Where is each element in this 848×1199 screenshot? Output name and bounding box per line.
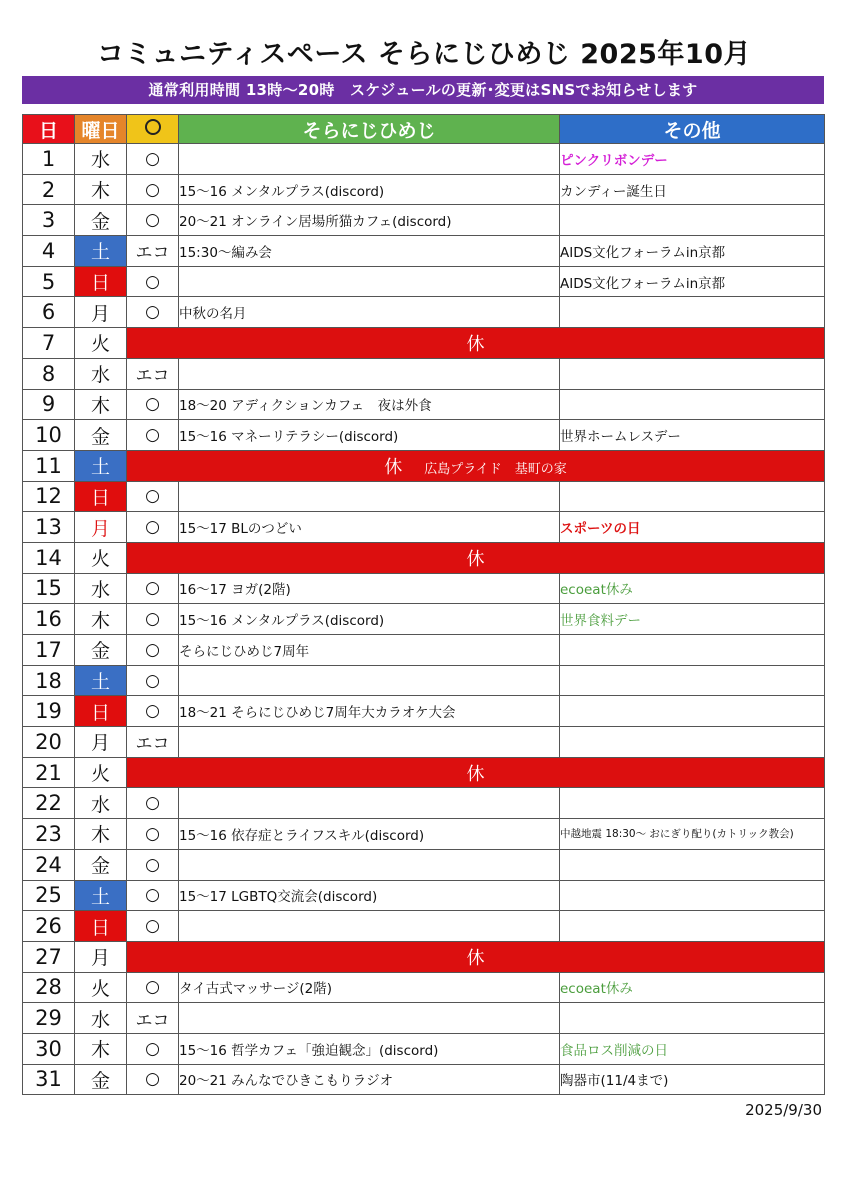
event-text: 15～16 依存症とライフスキル(discord) <box>179 819 560 850</box>
other-text: スポーツの日 <box>560 521 641 538</box>
day-number: 15 <box>23 573 75 604</box>
table-row <box>23 174 825 205</box>
day-number: 28 <box>23 972 75 1003</box>
open-status: ○ <box>127 144 179 175</box>
weekday: 月 <box>75 941 127 972</box>
weekday: 木 <box>75 174 127 205</box>
other-cell <box>560 144 825 175</box>
other-text: 中越地震 18:30～ おにぎり配り(カトリック教会) <box>560 828 794 841</box>
other-cell <box>560 665 825 696</box>
table-row <box>23 205 825 236</box>
event-text <box>179 911 560 942</box>
schedule-table <box>22 114 825 1095</box>
event-text <box>179 358 560 389</box>
weekday: 月 <box>75 297 127 328</box>
weekday: 土 <box>75 236 127 267</box>
table-row <box>23 420 825 451</box>
event-text: 20～21 オンライン居場所猫カフェ(discord) <box>179 205 560 236</box>
table-row <box>23 788 825 819</box>
weekday: 火 <box>75 972 127 1003</box>
other-text: カンディー誕生日 <box>560 183 667 200</box>
day-number: 18 <box>23 665 75 696</box>
other-cell <box>560 911 825 942</box>
event-text <box>179 727 560 758</box>
table-row <box>23 512 825 543</box>
table-row <box>23 389 825 420</box>
header-main: そらにじひめじ <box>179 115 560 144</box>
open-status: ○ <box>127 604 179 635</box>
other-cell <box>560 266 825 297</box>
event-text <box>179 788 560 819</box>
open-status: ○ <box>127 174 179 205</box>
header-open <box>127 115 179 144</box>
other-text: 食品ロス削減の日 <box>560 1042 668 1059</box>
open-status: ○ <box>127 205 179 236</box>
table-row <box>23 1033 825 1064</box>
weekday: 木 <box>75 1033 127 1064</box>
open-status: ○ <box>127 297 179 328</box>
day-number: 14 <box>23 542 75 573</box>
table-row <box>23 358 825 389</box>
event-text: 15～16 哲学カフェ「強迫観念」(discord) <box>179 1033 560 1064</box>
other-cell <box>560 1064 825 1095</box>
open-status: ○ <box>127 512 179 543</box>
weekday: 水 <box>75 144 127 175</box>
open-status: ○ <box>127 1033 179 1064</box>
table-row <box>23 450 825 481</box>
table-row <box>23 1064 825 1095</box>
weekday: 土 <box>75 450 127 481</box>
other-cell <box>560 635 825 666</box>
other-cell <box>560 819 825 850</box>
table-row <box>23 542 825 573</box>
other-cell <box>560 788 825 819</box>
other-text: ecoeat休み <box>560 582 633 599</box>
closed-cell <box>127 941 825 972</box>
weekday: 金 <box>75 1064 127 1095</box>
event-text <box>179 144 560 175</box>
open-circle-icon <box>145 119 161 135</box>
closed-cell <box>127 757 825 788</box>
weekday: 金 <box>75 635 127 666</box>
open-status: ○ <box>127 573 179 604</box>
weekday: 火 <box>75 542 127 573</box>
event-text <box>179 266 560 297</box>
other-cell <box>560 205 825 236</box>
event-text: 15～16 メンタルプラス(discord) <box>179 604 560 635</box>
event-text: タイ古式マッサージ(2階) <box>179 972 560 1003</box>
other-cell <box>560 1003 825 1034</box>
open-status: ○ <box>127 389 179 420</box>
weekday: 土 <box>75 665 127 696</box>
day-number: 29 <box>23 1003 75 1034</box>
other-cell <box>560 297 825 328</box>
day-number: 19 <box>23 696 75 727</box>
event-text: 18～21 そらにじひめじ7周年大カラオケ大会 <box>179 696 560 727</box>
closed-label: 休 <box>466 763 485 785</box>
other-cell <box>560 696 825 727</box>
open-status: ○ <box>127 849 179 880</box>
open-status: エコ <box>127 1003 179 1034</box>
event-text: 中秋の名月 <box>179 297 560 328</box>
closed-cell <box>127 542 825 573</box>
table-row <box>23 573 825 604</box>
page-title: コミュニティスペース そらにじひめじ 2025年10月 <box>97 39 751 70</box>
weekday: 金 <box>75 205 127 236</box>
other-cell <box>560 174 825 205</box>
table-row <box>23 696 825 727</box>
weekday: 水 <box>75 1003 127 1034</box>
table-row <box>23 481 825 512</box>
day-number: 13 <box>23 512 75 543</box>
table-row <box>23 604 825 635</box>
other-text: AIDS文化フォーラムin京都 <box>560 275 726 292</box>
closed-label: 休 <box>466 548 485 570</box>
table-row <box>23 297 825 328</box>
table-row <box>23 236 825 267</box>
open-status: エコ <box>127 236 179 267</box>
table-row <box>23 941 825 972</box>
open-status: ○ <box>127 266 179 297</box>
table-row <box>23 911 825 942</box>
other-cell <box>560 604 825 635</box>
open-status: ○ <box>127 819 179 850</box>
event-text: 15:30～編み会 <box>179 236 560 267</box>
other-text: 世界ホームレスデー <box>560 429 681 446</box>
schedule-body <box>23 144 825 1095</box>
weekday: 月 <box>75 512 127 543</box>
other-cell <box>560 849 825 880</box>
weekday: 木 <box>75 389 127 420</box>
table-row <box>23 757 825 788</box>
day-number: 1 <box>23 144 75 175</box>
open-status: ○ <box>127 911 179 942</box>
day-number: 21 <box>23 757 75 788</box>
other-cell <box>560 727 825 758</box>
table-row <box>23 266 825 297</box>
weekday: 月 <box>75 727 127 758</box>
table-row <box>23 819 825 850</box>
other-cell <box>560 358 825 389</box>
other-cell <box>560 420 825 451</box>
closed-label: 休 <box>466 333 485 355</box>
closed-cell <box>127 328 825 359</box>
event-text <box>179 481 560 512</box>
weekday: 木 <box>75 819 127 850</box>
day-number: 4 <box>23 236 75 267</box>
open-status: ○ <box>127 972 179 1003</box>
table-row <box>23 635 825 666</box>
other-text: 陶器市(11/4まで) <box>560 1073 669 1090</box>
event-text: 18～20 アディクションカフェ 夜は外食 <box>179 389 560 420</box>
day-number: 25 <box>23 880 75 911</box>
open-status: ○ <box>127 420 179 451</box>
weekday: 火 <box>75 757 127 788</box>
day-number: 2 <box>23 174 75 205</box>
table-row <box>23 972 825 1003</box>
day-number: 22 <box>23 788 75 819</box>
event-text: 16～17 ヨガ(2階) <box>179 573 560 604</box>
hours-banner: 通常利用時間 13時〜20時 スケジュールの更新･変更はSNSでお知らせします <box>22 76 824 104</box>
header-row <box>23 115 825 144</box>
weekday: 水 <box>75 358 127 389</box>
event-text <box>179 1003 560 1034</box>
day-number: 16 <box>23 604 75 635</box>
weekday: 日 <box>75 266 127 297</box>
day-number: 11 <box>23 450 75 481</box>
day-number: 9 <box>23 389 75 420</box>
day-number: 3 <box>23 205 75 236</box>
other-cell <box>560 573 825 604</box>
other-cell <box>560 880 825 911</box>
closed-label: 休 <box>384 456 403 478</box>
other-text: 世界食料デー <box>560 613 641 630</box>
other-cell <box>560 512 825 543</box>
event-text: 15～17 LGBTQ交流会(discord) <box>179 880 560 911</box>
other-cell <box>560 972 825 1003</box>
weekday: 日 <box>75 696 127 727</box>
event-text: そらにじひめじ7周年 <box>179 635 560 666</box>
open-status: エコ <box>127 358 179 389</box>
event-text: 15～16 メンタルプラス(discord) <box>179 174 560 205</box>
other-cell <box>560 1033 825 1064</box>
weekday: 土 <box>75 880 127 911</box>
day-number: 8 <box>23 358 75 389</box>
table-row <box>23 144 825 175</box>
other-cell <box>560 236 825 267</box>
open-status: ○ <box>127 788 179 819</box>
table-row <box>23 727 825 758</box>
event-text <box>179 665 560 696</box>
table-row <box>23 1003 825 1034</box>
event-text <box>179 849 560 880</box>
table-row <box>23 328 825 359</box>
table-row <box>23 880 825 911</box>
open-status: ○ <box>127 635 179 666</box>
header-other: その他 <box>560 115 825 144</box>
table-row <box>23 849 825 880</box>
open-status: ○ <box>127 880 179 911</box>
day-number: 17 <box>23 635 75 666</box>
weekday: 日 <box>75 481 127 512</box>
open-status: ○ <box>127 481 179 512</box>
day-number: 6 <box>23 297 75 328</box>
closed-label: 休 <box>466 947 485 969</box>
day-number: 24 <box>23 849 75 880</box>
day-number: 26 <box>23 911 75 942</box>
day-number: 31 <box>23 1064 75 1095</box>
event-text: 15～16 マネーリテラシー(discord) <box>179 420 560 451</box>
other-text: AIDS文化フォーラムin京都 <box>560 244 726 261</box>
day-number: 5 <box>23 266 75 297</box>
issue-date: 2025/9/30 <box>745 1101 822 1119</box>
day-number: 27 <box>23 941 75 972</box>
day-number: 23 <box>23 819 75 850</box>
header-weekday: 曜日 <box>75 115 127 144</box>
day-number: 30 <box>23 1033 75 1064</box>
day-number: 7 <box>23 328 75 359</box>
table-row <box>23 665 825 696</box>
weekday: 木 <box>75 604 127 635</box>
weekday: 水 <box>75 573 127 604</box>
day-number: 10 <box>23 420 75 451</box>
open-status: エコ <box>127 727 179 758</box>
closed-note: 広島プライド 基町の家 <box>424 461 567 477</box>
other-text: ピンクリボンデー <box>560 152 668 169</box>
other-text: ecoeat休み <box>560 981 633 998</box>
open-status: ○ <box>127 696 179 727</box>
other-cell <box>560 389 825 420</box>
day-number: 12 <box>23 481 75 512</box>
weekday: 日 <box>75 911 127 942</box>
event-text: 15～17 BLのつどい <box>179 512 560 543</box>
closed-cell <box>127 450 825 481</box>
weekday: 水 <box>75 788 127 819</box>
open-status: ○ <box>127 1064 179 1095</box>
event-text: 20～21 みんなでひきこもりラジオ <box>179 1064 560 1095</box>
weekday: 金 <box>75 420 127 451</box>
weekday: 火 <box>75 328 127 359</box>
weekday: 金 <box>75 849 127 880</box>
header-day: 日 <box>23 115 75 144</box>
open-status: ○ <box>127 665 179 696</box>
other-cell <box>560 481 825 512</box>
day-number: 20 <box>23 727 75 758</box>
